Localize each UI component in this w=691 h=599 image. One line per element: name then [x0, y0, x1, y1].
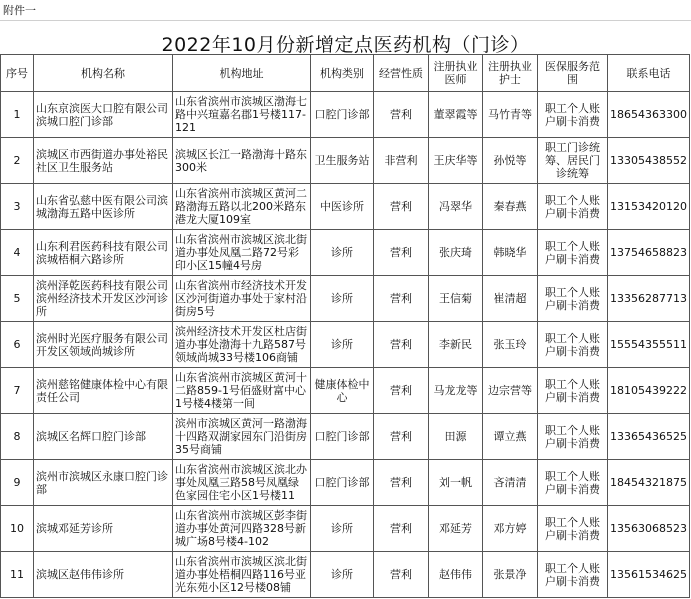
header-nurse: 注册执业护士 — [483, 55, 538, 92]
registered-doctor: 赵伟伟 — [429, 552, 483, 598]
contact-phone: 13754658823 — [608, 230, 690, 276]
business-nature: 营利 — [374, 368, 429, 414]
row-number: 3 — [1, 184, 34, 230]
registered-nurse: 邓方婷 — [483, 506, 538, 552]
insurance-scope: 职工个人账户刷卡消费 — [538, 460, 608, 506]
table-row — [1, 506, 690, 552]
table-row — [1, 368, 690, 414]
registered-doctor: 冯翠华 — [429, 184, 483, 230]
row-number: 6 — [1, 322, 34, 368]
row-number: 1 — [1, 92, 34, 138]
business-nature: 营利 — [374, 184, 429, 230]
registered-nurse: 边宗营等 — [483, 368, 538, 414]
insurance-scope: 职工个人账户刷卡消费 — [538, 368, 608, 414]
registered-nurse: 崔清超 — [483, 276, 538, 322]
attachment-label: 附件一 — [3, 4, 36, 17]
registered-doctor: 邓延芳 — [429, 506, 483, 552]
institution-address: 山东省滨州市滨城区彭李街道办事处黄河四路328号新城广场8号楼4-102 — [173, 506, 311, 552]
business-nature: 营利 — [374, 92, 429, 138]
contact-phone: 15554355511 — [608, 322, 690, 368]
registered-nurse: 吝清清 — [483, 460, 538, 506]
institution-address: 山东省滨州市滨城区滨北街道办事处凤凰二路72号彩印小区15幢4号房 — [173, 230, 311, 276]
institution-category: 诊所 — [311, 552, 374, 598]
registered-doctor: 王信菊 — [429, 276, 483, 322]
registered-nurse: 谭立燕 — [483, 414, 538, 460]
institution-category: 诊所 — [311, 506, 374, 552]
registered-nurse: 韩晓华 — [483, 230, 538, 276]
header-no: 序号 — [1, 55, 34, 92]
business-nature: 营利 — [374, 322, 429, 368]
business-nature: 营利 — [374, 460, 429, 506]
registered-nurse: 秦春燕 — [483, 184, 538, 230]
row-number: 8 — [1, 414, 34, 460]
insurance-scope: 职工个人账户刷卡消费 — [538, 92, 608, 138]
header-doctor: 注册执业医师 — [429, 55, 483, 92]
business-nature: 营利 — [374, 230, 429, 276]
document-title: 2022年10月份新增定点医药机构（门诊） — [161, 34, 530, 56]
table-row — [1, 552, 690, 598]
table-row — [1, 92, 690, 138]
business-nature: 营利 — [374, 276, 429, 322]
institution-address: 山东省滨州市滨城区滨北街道办事处梧桐四路116号亚光东苑小区12号楼08铺 — [173, 552, 311, 598]
institution-name: 山东省弘慈中医有限公司滨城渤海五路中医诊所 — [34, 184, 173, 230]
institution-name: 滨城区名辉口腔门诊部 — [34, 414, 173, 460]
contact-phone: 13563068523 — [608, 506, 690, 552]
institution-address: 滨州市滨城区黄河一路渤海十四路双湖家园东门沿街房35号商铺 — [173, 414, 311, 460]
table-row — [1, 230, 690, 276]
table-row — [1, 414, 690, 460]
insurance-scope: 职工个人账户刷卡消费 — [538, 322, 608, 368]
institution-category: 口腔门诊部 — [311, 414, 374, 460]
row-number: 4 — [1, 230, 34, 276]
header-category: 机构类别 — [311, 55, 374, 92]
institution-name: 滨州市滨城区永康口腔门诊部 — [34, 460, 173, 506]
institution-address: 山东省滨州市经济技术开发区沙河街道办事处于家村沿街房5号 — [173, 276, 311, 322]
institution-category: 口腔门诊部 — [311, 92, 374, 138]
row-number: 10 — [1, 506, 34, 552]
institution-name: 滨城邓延芳诊所 — [34, 506, 173, 552]
institution-name: 滨城区赵伟伟诊所 — [34, 552, 173, 598]
institution-category: 健康体检中心 — [311, 368, 374, 414]
insurance-scope: 职工个人账户刷卡消费 — [538, 414, 608, 460]
header-phone: 联系电话 — [608, 55, 690, 92]
contact-phone: 13365436525 — [608, 414, 690, 460]
registered-doctor: 王庆华等 — [429, 138, 483, 184]
registered-doctor: 张庆琦 — [429, 230, 483, 276]
institution-category: 中医诊所 — [311, 184, 374, 230]
registered-nurse: 张景净 — [483, 552, 538, 598]
table-row — [1, 460, 690, 506]
row-number: 7 — [1, 368, 34, 414]
registered-nurse: 马竹青等 — [483, 92, 538, 138]
institution-address: 滨城区长江一路渤海十路东300米 — [173, 138, 311, 184]
institution-name: 滨州慈铭健康体检中心有限责任公司 — [34, 368, 173, 414]
institution-address: 滨州经济技术开发区杜店街道办事处渤海十九路587号领域尚城33号楼106商铺 — [173, 322, 311, 368]
table-row — [1, 322, 690, 368]
institution-name: 山东利君医药科技有限公司滨城梧桐六路诊所 — [34, 230, 173, 276]
header-divider — [0, 20, 691, 21]
insurance-scope: 职工个人账户刷卡消费 — [538, 230, 608, 276]
institution-name: 滨州时光医疗服务有限公司开发区领域尚城诊所 — [34, 322, 173, 368]
registered-nurse: 孙悦等 — [483, 138, 538, 184]
registered-doctor: 田源 — [429, 414, 483, 460]
business-nature: 营利 — [374, 506, 429, 552]
institution-category: 诊所 — [311, 276, 374, 322]
contact-phone: 13153420120 — [608, 184, 690, 230]
table-row — [1, 138, 690, 184]
institution-category: 诊所 — [311, 230, 374, 276]
institution-category: 口腔门诊部 — [311, 460, 374, 506]
registered-doctor: 董翠霞等 — [429, 92, 483, 138]
insurance-scope: 职工个人账户刷卡消费 — [538, 184, 608, 230]
institution-table — [0, 54, 690, 598]
institution-address: 山东省滨州市滨城区滨北办事处凤凰三路58号凤凰绿色家园住宅小区1号楼11 — [173, 460, 311, 506]
institution-name: 滨州泽乾医药科技有限公司滨州经济技术开发区沙河诊所 — [34, 276, 173, 322]
registered-doctor: 李新民 — [429, 322, 483, 368]
contact-phone: 13561534625 — [608, 552, 690, 598]
insurance-scope: 职工个人账户刷卡消费 — [538, 506, 608, 552]
institution-category: 诊所 — [311, 322, 374, 368]
contact-phone: 18454321875 — [608, 460, 690, 506]
registered-doctor: 马龙龙等 — [429, 368, 483, 414]
institution-address: 山东省滨州市滨城区黄河二路渤海五路以北200米路东港龙大厦109室 — [173, 184, 311, 230]
row-number: 11 — [1, 552, 34, 598]
header-nature: 经营性质 — [374, 55, 429, 92]
institution-address: 山东省滨州市滨城区渤海七路中兴瑄嘉名郡1号楼117-121 — [173, 92, 311, 138]
header-scope: 医保服务范围 — [538, 55, 608, 92]
business-nature: 非营利 — [374, 138, 429, 184]
insurance-scope: 职工门诊统筹、居民门诊统筹 — [538, 138, 608, 184]
institution-name: 滨城区市西街道办事处裕民社区卫生服务站 — [34, 138, 173, 184]
header-row — [1, 55, 690, 92]
header-address: 机构地址 — [173, 55, 311, 92]
contact-phone: 18654363300 — [608, 92, 690, 138]
table-row — [1, 276, 690, 322]
insurance-scope: 职工个人账户刷卡消费 — [538, 276, 608, 322]
row-number: 2 — [1, 138, 34, 184]
registered-nurse: 张玉玲 — [483, 322, 538, 368]
institution-address: 山东省滨州市滨城区黄河十二路859-1号佰盛财富中心1号楼4楼第一间 — [173, 368, 311, 414]
insurance-scope: 职工个人账户刷卡消费 — [538, 552, 608, 598]
contact-phone: 13356287713 — [608, 276, 690, 322]
header-name: 机构名称 — [34, 55, 173, 92]
institution-name: 山东京滨医大口腔有限公司滨城口腔门诊部 — [34, 92, 173, 138]
business-nature: 营利 — [374, 414, 429, 460]
institution-category: 卫生服务站 — [311, 138, 374, 184]
contact-phone: 13305438552 — [608, 138, 690, 184]
business-nature: 营利 — [374, 552, 429, 598]
row-number: 9 — [1, 460, 34, 506]
contact-phone: 18105439222 — [608, 368, 690, 414]
row-number: 5 — [1, 276, 34, 322]
registered-doctor: 刘一帆 — [429, 460, 483, 506]
table-row — [1, 184, 690, 230]
